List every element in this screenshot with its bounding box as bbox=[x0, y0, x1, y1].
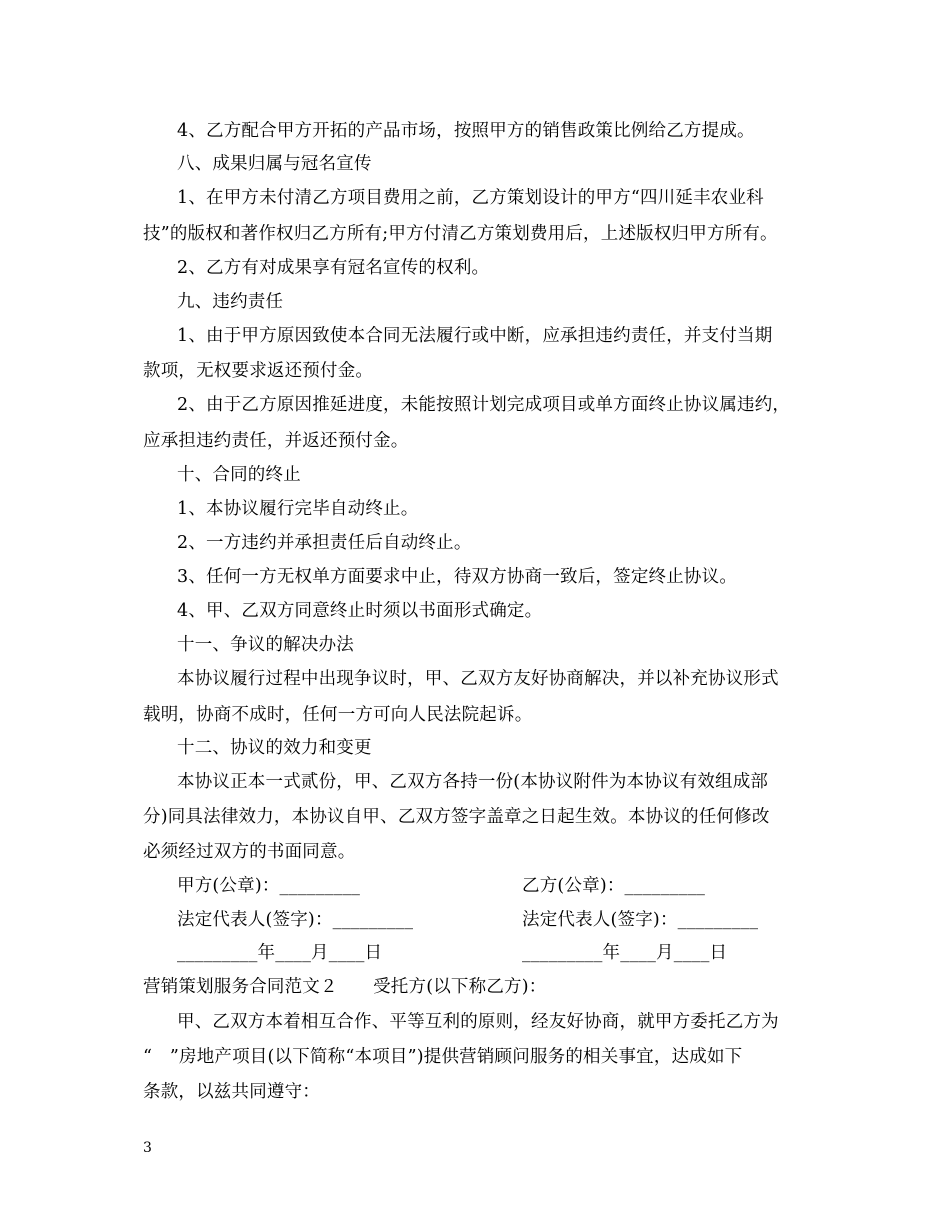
clause-8-2: 2、乙方有对成果享有冠名宣传的权利。 bbox=[177, 258, 490, 278]
clause-11-line-2: 载明，协商不成时，任何一方可向人民法院起诉。 bbox=[143, 705, 533, 725]
clause-12-line-2: 分)同具法律效力，本协议自甲、乙双方签字盖章之日起生效。本协议的任何修改 bbox=[143, 807, 770, 827]
clause-10-2: 2、一方违约并承担责任后自动终止。 bbox=[177, 533, 472, 553]
clause-10-1: 1、本协议履行完毕自动终止。 bbox=[177, 499, 419, 519]
clause-9-2-line-2: 应承担违约责任，并返还预付金。 bbox=[143, 431, 409, 451]
clause-8-4: 4、乙方配合甲方开拓的产品市场，按照甲方的销售政策比例给乙方提成。 bbox=[177, 121, 755, 141]
clause-12-line-3: 必须经过双方的书面同意。 bbox=[143, 842, 356, 862]
party-a-date: _________年____月____日 bbox=[177, 943, 383, 963]
section-heading-9: 九、违约责任 bbox=[177, 292, 284, 312]
next-contract-line-1: 甲、乙双方本着相互合作、平等互利的原则，经友好协商，就甲方委托乙方为 bbox=[177, 1012, 779, 1032]
next-contract-line-3: 条款，以兹共同遵守： bbox=[143, 1082, 320, 1102]
party-a-seal: 甲方(公章)：_________ bbox=[177, 876, 361, 896]
party-b-seal: 乙方(公章)：_________ bbox=[522, 876, 706, 896]
clause-10-4: 4、甲、乙双方同意终止时须以书面形式确定。 bbox=[177, 601, 543, 621]
section-heading-11: 十一、争议的解决办法 bbox=[177, 635, 354, 655]
next-contract-title: 营销策划服务合同范文２ 受托方(以下称乙方)： bbox=[143, 977, 547, 997]
party-b-date: _________年____月____日 bbox=[522, 943, 728, 963]
clause-10-3: 3、任何一方无权单方面要求中止，待双方协商一致后，签定终止协议。 bbox=[177, 567, 738, 587]
clause-9-1-line-1: 1、由于甲方原因致使本合同无法履行或中断，应承担违约责任，并支付当期 bbox=[177, 326, 773, 346]
clause-9-2-line-1: 2、由于乙方原因推延进度，未能按照计划完成项目或单方面终止协议属违约， bbox=[177, 395, 791, 415]
page-number: 3 bbox=[143, 1140, 152, 1156]
section-heading-8: 八、成果归属与冠名宣传 bbox=[177, 154, 372, 174]
clause-12-line-1: 本协议正本一式贰份，甲、乙双方各持一份(本协议附件为本协议有效组成部 bbox=[177, 772, 769, 792]
section-heading-12: 十二、协议的效力和变更 bbox=[177, 738, 372, 758]
clause-8-1-line-1: 1、在甲方未付清乙方项目费用之前，乙方策划设计的甲方“四川延丰农业科 bbox=[177, 188, 764, 208]
party-a-representative: 法定代表人(签字)：_________ bbox=[177, 910, 414, 930]
section-heading-10: 十、合同的终止 bbox=[177, 465, 301, 485]
party-b-representative: 法定代表人(签字)：_________ bbox=[522, 910, 759, 930]
clause-9-1-line-2: 款项，无权要求返还预付金。 bbox=[143, 361, 374, 381]
clause-11-line-1: 本协议履行过程中出现争议时，甲、乙双方友好协商解决，并以补充协议形式 bbox=[177, 669, 779, 689]
next-contract-line-2: “ ”房地产项目(以下简称“本项目”)提供营销顾问服务的相关事宜，达成如下 bbox=[143, 1047, 743, 1067]
clause-8-1-line-2: 技”的版权和著作权归乙方所有;甲方付清乙方策划费用后，上述版权归甲方所有。 bbox=[143, 224, 778, 244]
